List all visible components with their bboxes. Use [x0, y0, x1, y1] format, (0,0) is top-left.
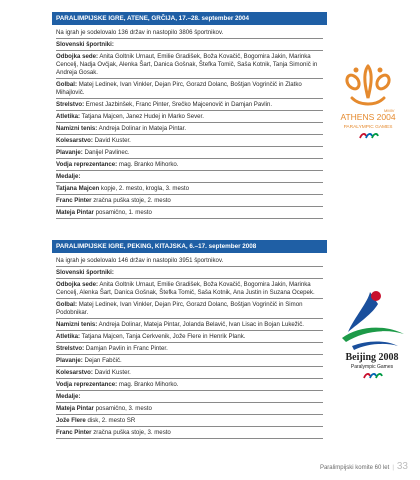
- medal-athlete: Franc Pinter: [56, 428, 92, 436]
- entry-label: Vodja reprezentance:: [56, 160, 118, 168]
- medal-detail: zračna puška stoje, 3. mesto: [91, 428, 171, 436]
- entry-text: Damjan Pavlin in Franc Pinter.: [84, 344, 168, 352]
- entry-namizni-tenis: [56, 319, 323, 331]
- intro-text: Na igrah je sodelovalo 146 držav in nastopilo 3951 športnikov.: [56, 255, 323, 267]
- medal-athlete: Mateja Pintar: [56, 208, 94, 216]
- entry-text: Danijel Pavlinec.: [82, 148, 130, 156]
- entry-text: Andreja Dolinar, Mateja Pintar, Jolanda Belavič, Ivan Lisac in Bojan Lukežič.: [97, 320, 304, 328]
- entry-label: Vodja reprezentance:: [56, 380, 118, 388]
- section-athens-2004: [52, 12, 327, 219]
- footer-text: Paralimpijski komite 60 let: [319, 465, 390, 471]
- entry-text: Matej Ledinek, Ivan Vinkler, Dejan Pirc, Gorazd Dolanc, Boštjan Vogrinčič in Simon Podobnikar.: [56, 300, 303, 316]
- entry-golbal: [56, 299, 323, 319]
- entry-vodja: [56, 379, 323, 391]
- athens-2004-logo: [332, 54, 404, 144]
- entry-namizni-tenis: [56, 123, 323, 135]
- athens-emblem-icon: [332, 54, 404, 144]
- athletes-heading: Slovenski športniki:: [56, 267, 323, 279]
- athens-logo-subtitle: PARALYMPIC GAMES: [343, 125, 393, 130]
- medal-detail: posamično, 1. mesto: [93, 208, 152, 216]
- entry-label: Strelstvo:: [56, 344, 85, 352]
- athens-logo-small: MMIV: [384, 108, 395, 113]
- entry-label: Namizni tenis:: [56, 124, 98, 132]
- medal-row: [56, 403, 323, 415]
- medal-row: [56, 427, 323, 439]
- medal-row: [56, 195, 323, 207]
- entry-strelstvo: [56, 343, 323, 355]
- entry-text: David Kuster.: [92, 136, 131, 144]
- medal-detail: kopje, 2. mesto, krogla, 3. mesto: [99, 184, 189, 192]
- section-beijing-2008: [52, 240, 327, 439]
- beijing-2008-logo: [334, 288, 410, 380]
- entry-plavanje: [56, 147, 323, 159]
- medals-heading: Medalje:: [56, 391, 323, 403]
- paralympic-agitos-icon: [360, 134, 378, 138]
- beijing-emblem-icon: [334, 288, 410, 380]
- entry-atletika: [56, 111, 323, 123]
- medal-row: [56, 207, 323, 219]
- entry-label: Odbojka sede:: [56, 52, 98, 60]
- entry-label: Namizni tenis:: [56, 320, 98, 328]
- entry-atletika: [56, 331, 323, 343]
- page-footer: [320, 461, 408, 472]
- medal-athlete: Tatjana Majcen: [56, 184, 100, 192]
- entry-label: Strelstvo:: [56, 100, 85, 108]
- medal-athlete: Mateja Pintar: [56, 404, 94, 412]
- entry-text: Tatjana Majcen, Janez Hudej in Marko Sever.: [80, 112, 204, 120]
- entry-kolesarstvo: [56, 135, 323, 147]
- medal-row: [56, 415, 323, 427]
- section-body: [52, 25, 327, 219]
- intro-text: Na igrah je sodelovalo 136 držav in nastopilo 3806 športnikov.: [56, 27, 323, 39]
- entry-strelstvo: [56, 99, 323, 111]
- entry-vodja: [56, 159, 323, 171]
- footer-separator: |: [392, 465, 394, 471]
- entry-text: Tatjana Majcen, Tanja Cerkvenik, Jože Flere in Henrik Plank.: [80, 332, 246, 340]
- entry-text: David Kuster.: [92, 368, 131, 376]
- medals-heading: Medalje:: [56, 171, 323, 183]
- entry-text: Anita Goltnik Urnaut, Emilie Gradišek, Boža Kovačič, Bogomira Jakin, Marinka Cencelj, Nadja Ovčjak, Alenka Šart, Danica Gošnak, Štefka Tomič, Saša Kotnik, Tanja Simonič in Andreja Gosak.: [56, 52, 318, 76]
- beijing-logo-subtitle: Paralympic Games: [350, 364, 394, 370]
- medal-detail: zračna puška stoje, 2. mesto: [91, 196, 171, 204]
- athens-logo-title: ATHENS 2004: [340, 112, 396, 122]
- page-number: 33: [396, 461, 408, 472]
- entry-label: Kolesarstvo:: [56, 136, 93, 144]
- beijing-logo-title: Beijing 2008: [345, 352, 399, 363]
- entry-text: Anita Goltnik Urnaut, Emilie Gradišek, Boža Kovačič, Bogomira Jakin, Marinka Cencelj, Alenka Šart, Danica Gošnak, Štefka Tomič, Saša Kotnik, Ana Justin in Suzana Ocepek.: [56, 280, 315, 296]
- entry-label: Golbal:: [56, 80, 77, 88]
- entry-label: Atletika:: [56, 112, 81, 120]
- entry-text: mag. Branko Mihorko.: [117, 160, 179, 168]
- entry-label: Plavanje:: [56, 356, 83, 364]
- entry-text: Dejan Fabčič.: [82, 356, 122, 364]
- entry-text: mag. Branko Mihorko.: [117, 380, 179, 388]
- entry-label: Odbojka sede:: [56, 280, 98, 288]
- entry-text: Andreja Dolinar in Mateja Pintar.: [97, 124, 187, 132]
- section-header: PARALIMPIJSKE IGRE, ATENE, GRČIJA, 17.–28. september 2004: [52, 12, 327, 25]
- entry-odbojka: [56, 51, 323, 79]
- medal-athlete: Jože Flere: [56, 416, 86, 424]
- medal-detail: posamično, 3. mesto: [93, 404, 152, 412]
- medal-row: [56, 183, 323, 195]
- entry-label: Kolesarstvo:: [56, 368, 93, 376]
- entry-text: Ernest Jazbinšek, Franc Pinter, Srečko Majcenovič in Damjan Pavlin.: [84, 100, 273, 108]
- entry-golbal: [56, 79, 323, 99]
- entry-kolesarstvo: [56, 367, 323, 379]
- entry-label: Atletika:: [56, 332, 81, 340]
- athletes-heading: Slovenski športniki:: [56, 39, 323, 51]
- section-header: PARALIMPIJSKE IGRE, PEKING, KITAJSKA, 6.–17. september 2008: [52, 240, 327, 253]
- entry-odbojka: [56, 279, 323, 299]
- entry-label: Plavanje:: [56, 148, 83, 156]
- medal-detail: disk, 2. mesto SR: [85, 416, 136, 424]
- section-body: [52, 253, 327, 439]
- entry-text: Matej Ledinek, Ivan Vinkler, Dejan Pirc, Gorazd Dolanc, Boštjan Vogrinčič in Zlatko Mihajlovič.: [56, 80, 302, 96]
- entry-plavanje: [56, 355, 323, 367]
- entry-label: Golbal:: [56, 300, 77, 308]
- medal-athlete: Franc Pinter: [56, 196, 92, 204]
- paralympic-agitos-icon: [364, 374, 382, 378]
